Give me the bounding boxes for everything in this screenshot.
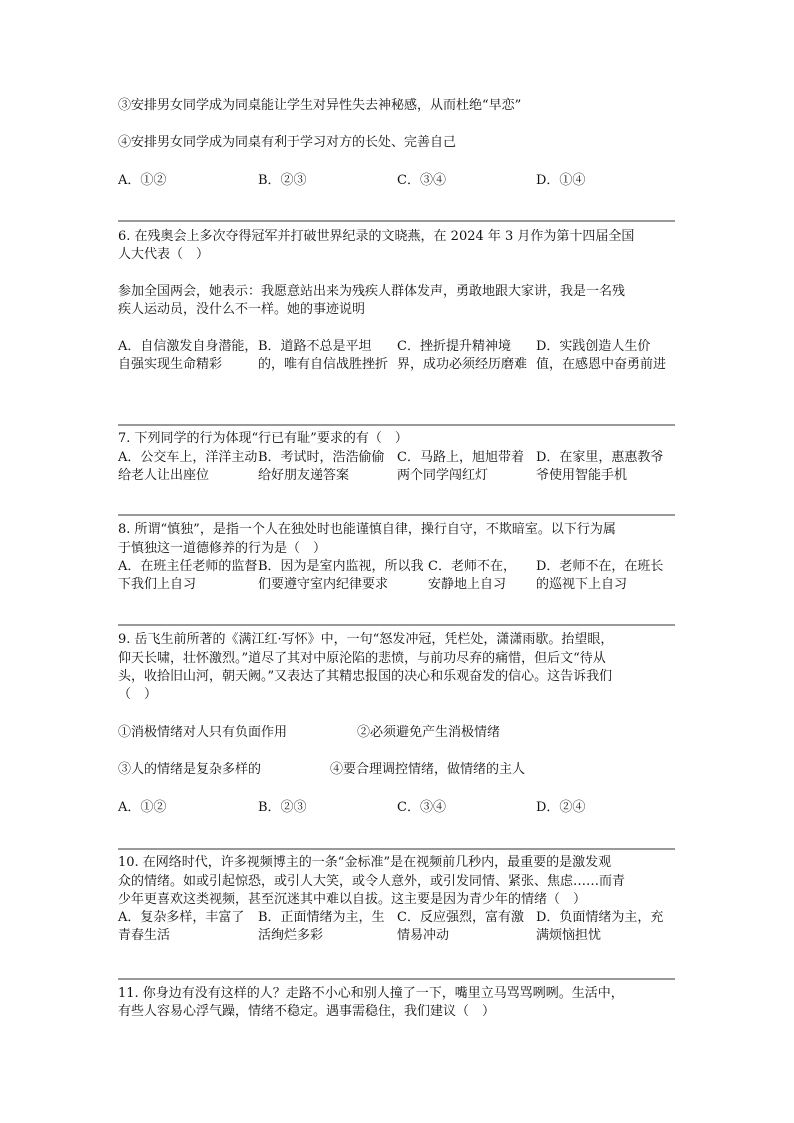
q10-stem-line-2: 众的情绪。如或引起惊恐，或引人大笑，或令人意外，或引发同情、紧张、焦虑……而青 <box>118 874 626 889</box>
q9-statement-2: ②必须避免产生消极情绪 <box>357 725 501 740</box>
q8-stem-line-2: 于慎独这一道德修养的行为是（ ） <box>118 541 327 556</box>
q7-stem-line-1: 7. 下列同学的行为体现“行已有耻”要求的有（ ） <box>118 431 408 446</box>
q9-stem-line-4: （ ） <box>118 687 158 702</box>
q6-stem-line-2: 人大代表（ ） <box>118 247 210 262</box>
q7-option-a[interactable]: A．公交车上，洋洋主动给老人让出座位 <box>118 450 258 483</box>
q7-option-c[interactable]: C．马路上，旭旭带着两个同学闯红灯 <box>397 450 524 483</box>
question-divider <box>118 848 675 850</box>
q9-statement-1: ①消极情绪对人只有负面作用 <box>118 725 288 740</box>
statement-3: ③安排男女同学成为同桌能让学生对异性失去神秘感，从而杜绝“早恋” <box>118 98 522 113</box>
q7-option-b[interactable]: B．考试时，浩浩偷偷给好朋友递答案 <box>258 450 385 483</box>
q6-option-b[interactable]: B．道路不总是平坦的，唯有自信战胜挫折 <box>258 339 389 372</box>
q9-stem-line-2: 仰天长啸，壮怀激烈。”道尽了其对中原沦陷的悲愤，与前功尽弃的痛惜，但后文“待从 <box>118 651 606 666</box>
q10-option-b[interactable]: B．正面情绪为主，生活绚烂多彩 <box>258 910 385 943</box>
q9-option-b[interactable]: B．②③ <box>258 800 307 815</box>
q10-option-a[interactable]: A．复杂多样，丰富了青春生活 <box>118 910 245 943</box>
option-b[interactable]: B．②③ <box>258 173 307 188</box>
question-divider <box>118 978 675 980</box>
q6-option-a[interactable]: A．自信激发自身潜能，自强实现生命精彩 <box>118 339 258 372</box>
option-a[interactable]: A．①② <box>118 173 167 188</box>
q9-option-d[interactable]: D．②④ <box>536 800 586 815</box>
q6-stem-line-4: 疾人运动员，没什么不一样。她的事迹说明 <box>118 302 366 317</box>
q10-stem-line-3: 少年更喜欢这类视频，甚至沉迷其中难以自拔。这主要是因为青少年的情绪（ ） <box>118 892 587 907</box>
q8-option-b[interactable]: B．因为是室内监视，所以我们要遵守室内纪律要求 <box>258 559 424 592</box>
q8-option-c[interactable]: C．老师不在，安静地上自习 <box>428 559 516 592</box>
q7-option-d[interactable]: D．在家里，惠惠教爷爷使用智能手机 <box>536 450 664 483</box>
q10-stem-line-1: 10. 在网络时代，许多视频博主的一条“金标准”是在视频前几秒内，最重要的是激发观 <box>118 855 612 870</box>
statement-4: ④安排男女同学成为同桌有利于学习对方的长处、完善自己 <box>118 135 457 150</box>
q9-statement-4: ④要合理调控情绪，做情绪的主人 <box>330 762 526 777</box>
q10-option-d[interactable]: D．负面情绪为主，充满烦恼担忧 <box>536 910 664 943</box>
q11-stem-line-1: 11. 你身边有没有这样的人？走路不小心和别人撞了一下，嘴里立马骂骂咧咧。生活中， <box>118 986 624 1001</box>
q9-stem-line-1: 9. 岳飞生前所著的《满江红·写怀》中，一句“怒发冲冠，凭栏处，潇潇雨歇。抬望眼， <box>118 632 614 647</box>
q8-option-a[interactable]: A．在班主任老师的监督下我们上自习 <box>118 559 258 592</box>
question-divider <box>118 624 675 626</box>
question-divider <box>118 514 675 516</box>
q6-option-d[interactable]: D．实践创造人生价值，在感恩中奋勇前进 <box>536 339 667 372</box>
question-divider <box>118 220 675 222</box>
q6-option-c[interactable]: C．挫折提升精神境界，成功必须经历磨难 <box>397 339 528 372</box>
q6-stem-line-1: 6. 在残奥会上多次夺得冠军并打破世界纪录的文晓燕，在 2024 年 3 月作为第十四届全国 <box>118 229 635 244</box>
q11-stem-line-2: 有些人容易心浮气躁，情绪不稳定。遇事需稳住，我们建议（ ） <box>118 1004 496 1019</box>
q9-option-c[interactable]: C．③④ <box>397 800 446 815</box>
q8-option-d[interactable]: D．老师不在，在班长的巡视下上自习 <box>536 559 664 592</box>
option-d[interactable]: D．①④ <box>536 173 586 188</box>
q6-stem-line-3: 参加全国两会，她表示：我愿意站出来为残疾人群体发声，勇敢地跟大家讲，我是一名残 <box>118 284 626 299</box>
q9-option-a[interactable]: A．①② <box>118 800 167 815</box>
option-c[interactable]: C．③④ <box>397 173 446 188</box>
question-divider <box>118 424 675 426</box>
q8-stem-line-1: 8. 所谓“慎独”，是指一个人在独处时也能谨慎自律，操行自守，不欺暗室。以下行为属 <box>118 522 616 537</box>
q10-option-c[interactable]: C．反应强烈，富有激情易冲动 <box>397 910 524 943</box>
q9-statement-3: ③人的情绪是复杂多样的 <box>118 762 262 777</box>
q9-stem-line-3: 头，收拾旧山河，朝天阙。”又表达了其精忠报国的决心和乐观奋发的信心。这告诉我们 <box>118 669 613 684</box>
